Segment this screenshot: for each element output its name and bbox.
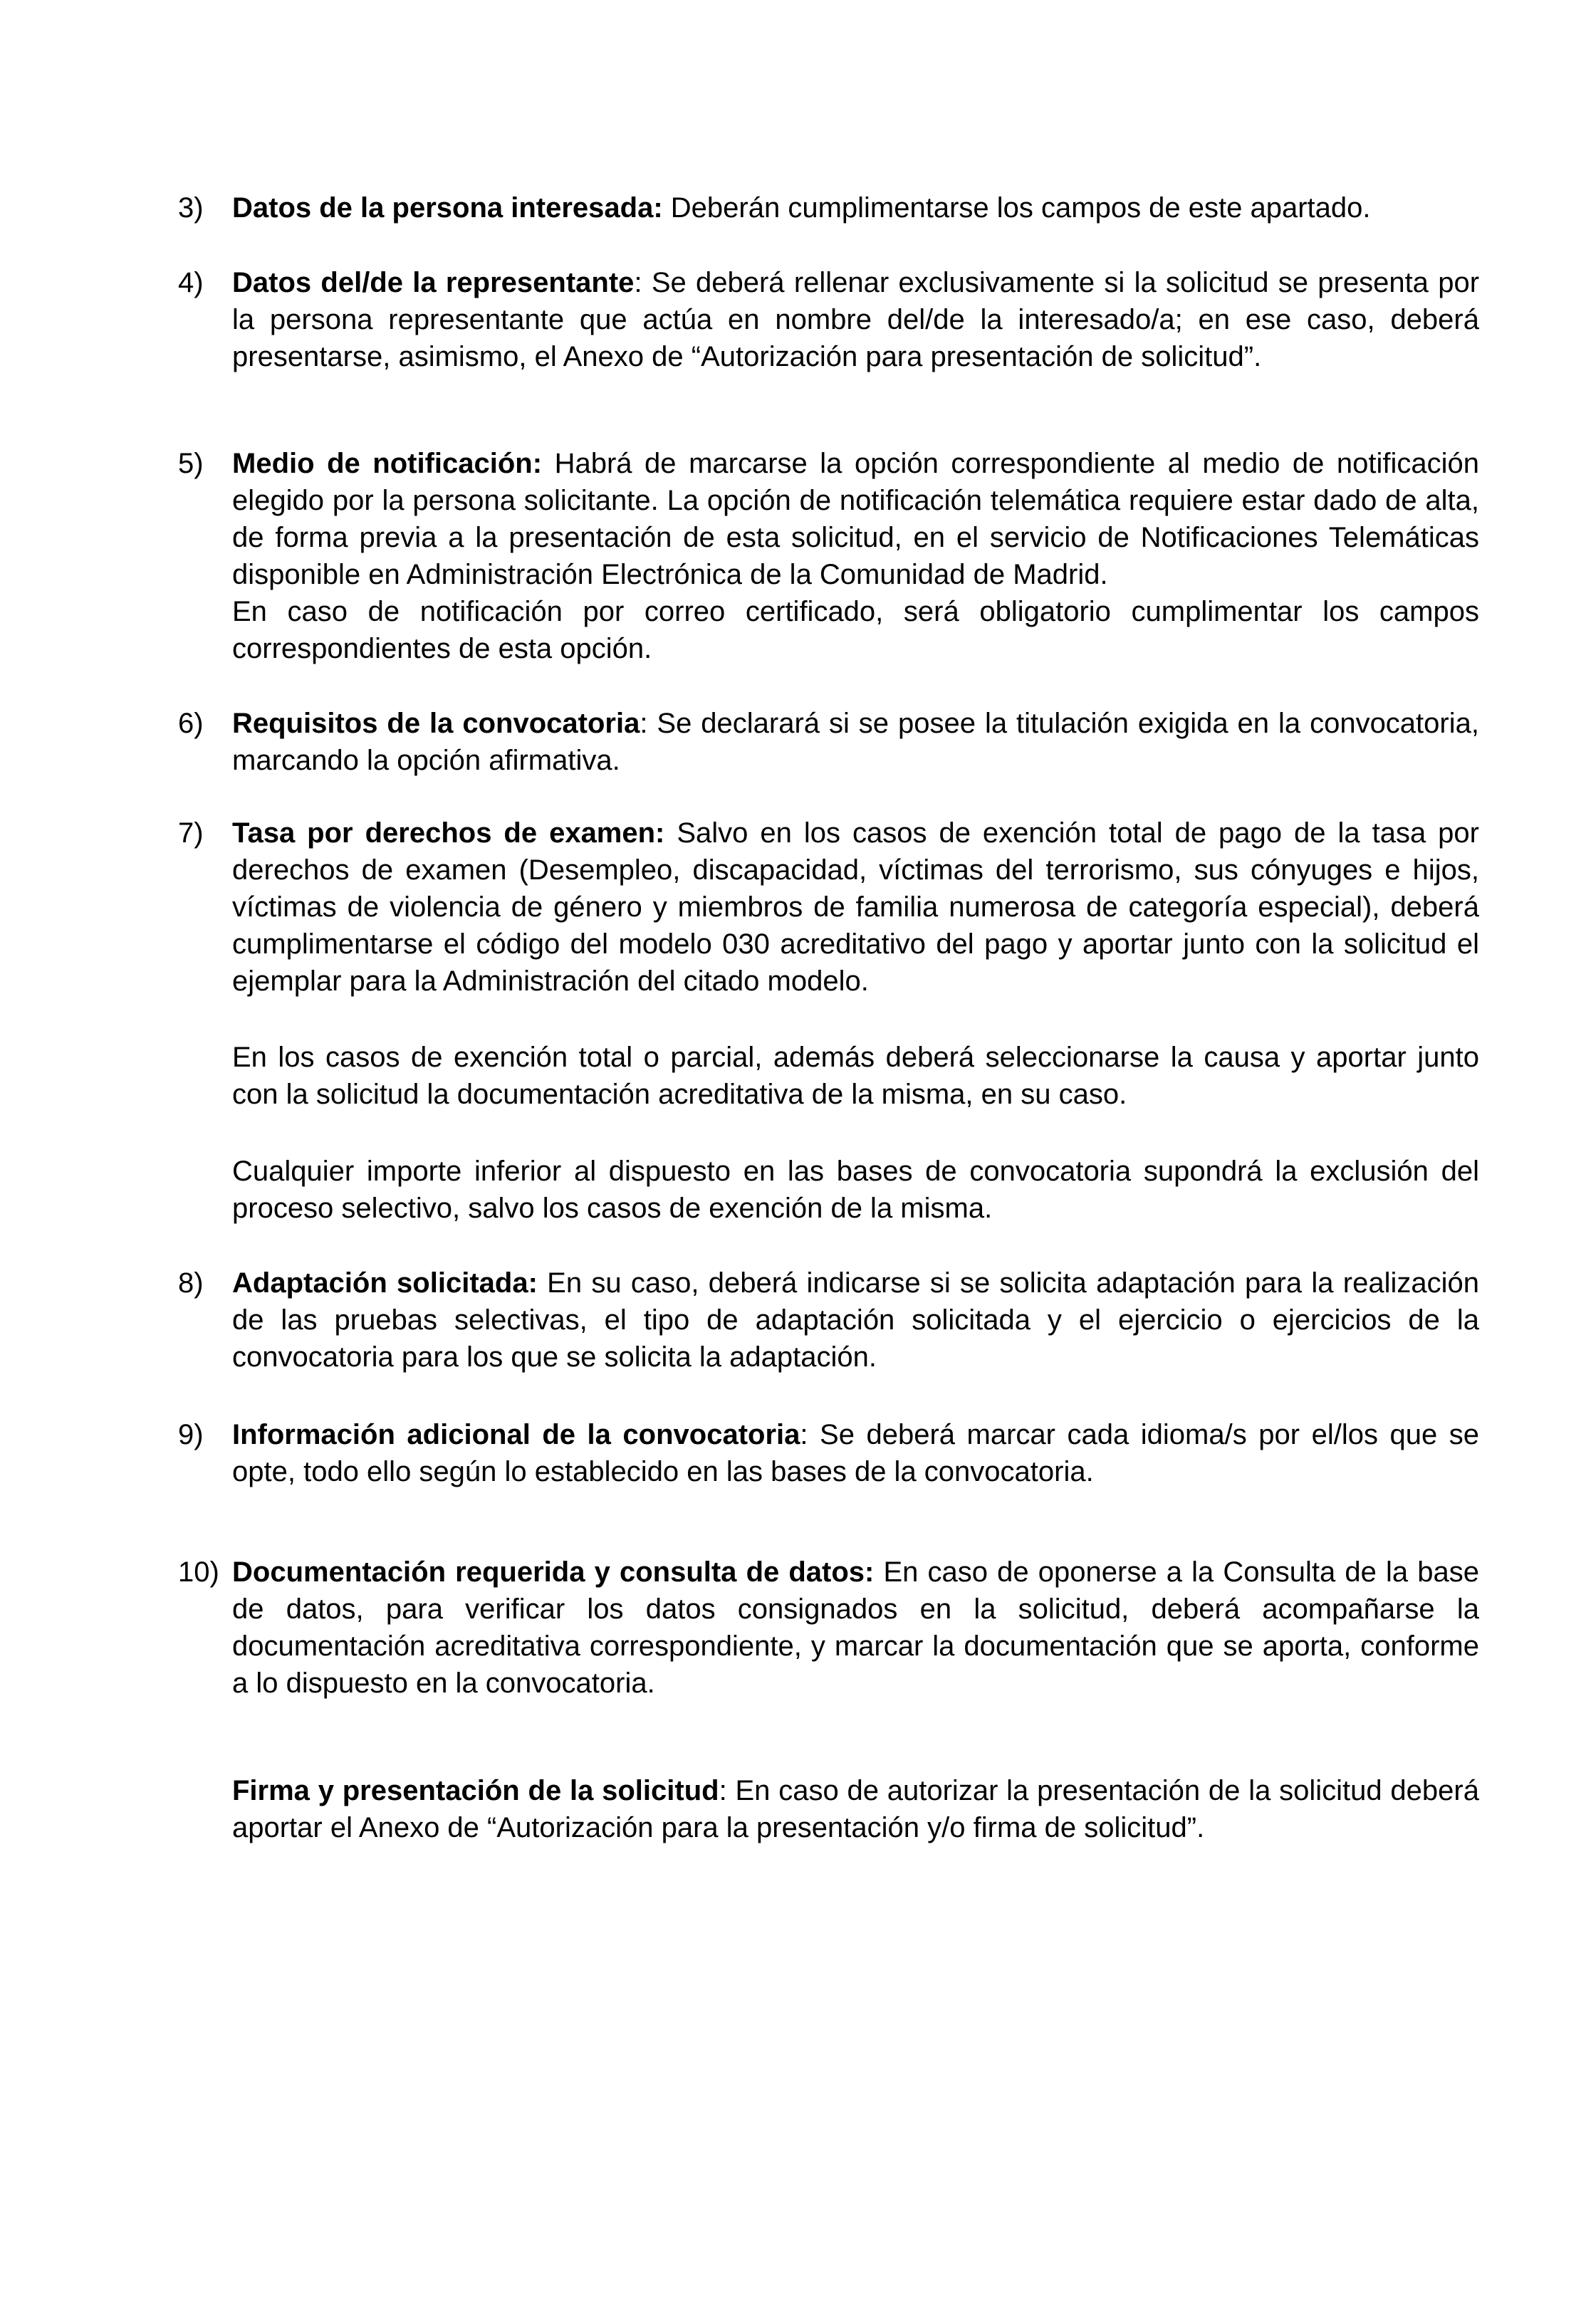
item-body: Habrá de marcarse la opción correspondiente al medio de notificación elegido por la persona solicitante. La opción de notificación telemática requiere estar dado de alta, de forma previa a la presentación de esta solicitud, en el servicio de Notificaciones Telemáticas disponible en Administración Electrónica de la Comunidad de Madrid.: [232, 448, 1479, 590]
item-body: : Se deberá rellenar exclusivamente si la solicitud se presenta por la persona representante que actúa en nombre del/de la interesado/a; en ese caso, deberá presentarse, asimismo, el Anexo de “Autorización para presentación de solicitud”.: [232, 267, 1480, 372]
signature-paragraph: [232, 1772, 1479, 1846]
item-heading: Firma y presentación de la solicitud: [232, 1775, 719, 1806]
item-heading: Medio de notificación:: [232, 448, 543, 479]
item-body: En caso de notificación por correo certificado, será obligatorio cumplimentar los campos correspondientes de esta opción.: [232, 596, 1479, 664]
item-body: En su caso, deberá indicarse si se solicita adaptación para la realización de las pruebas selectivas, el tipo de adaptación solicitada y el ejercicio o ejercicios de la convocatoria para los que se solicita la adaptación.: [232, 1267, 1479, 1373]
item-number: 10): [178, 1556, 219, 1588]
item-number: 5): [178, 448, 204, 479]
instruction-item-9: [178, 1416, 1479, 1490]
instruction-item-7: [178, 815, 1479, 1000]
item-7-exemption-paragraph: [232, 1039, 1479, 1113]
item-heading: Tasa por derechos de examen:: [232, 817, 665, 849]
item-number: 6): [178, 708, 204, 739]
item-number: 8): [178, 1267, 204, 1299]
item-body: : Se deberá marcar cada idioma/s por el/los que se opte, todo ello según lo establecido en las bases de la convocatoria.: [232, 1419, 1480, 1487]
item-body: : En caso de autorizar la presentación de la solicitud deberá aportar el Anexo de “Autorización para la presentación y/o firma de solicitud”.: [232, 1775, 1479, 1843]
instruction-item-6: [178, 705, 1479, 779]
item-heading: Adaptación solicitada:: [232, 1267, 538, 1299]
item-heading: Requisitos de la convocatoria: [232, 708, 640, 739]
item-number: 7): [178, 817, 204, 849]
item-heading: Datos del/de la representante: [232, 267, 635, 298]
instruction-item-5: [178, 445, 1479, 593]
item-5-second-paragraph: [232, 593, 1479, 667]
item-body: Salvo en los casos de exención total de pago de la tasa por derechos de examen (Desempleo, discapacidad, víctimas del terrorismo, sus cónyuges e hijos, víctimas de violencia de género y miembros de familia numerosa de categoría especial), deberá cumplimentarse el código del modelo 030 acreditativo del pago y aportar junto con la solicitud el ejemplar para la Administración del citado modelo.: [232, 817, 1479, 997]
instruction-item-8: [178, 1265, 1479, 1376]
item-body: : Se declarará si se posee la titulación exigida en la convocatoria, marcando la opción afirmativa.: [232, 708, 1479, 776]
item-7-lower-amount-paragraph: [232, 1153, 1479, 1227]
item-number: 3): [178, 192, 204, 224]
item-number: 4): [178, 267, 204, 298]
instruction-item-10: [178, 1554, 1479, 1702]
instructions-list: [178, 189, 1479, 1846]
item-body: En caso de oponerse a la Consulta de la base de datos, para verificar los datos consignados en la solicitud, deberá acompañarse la documentación acreditativa correspondiente, y marcar la documentación que se aporta, conforme a lo dispuesto en la convocatoria.: [232, 1556, 1479, 1699]
item-heading: Documentación requerida y consulta de datos:: [232, 1556, 875, 1588]
item-body: Cualquier importe inferior al dispuesto en las bases de convocatoria supondrá la exclusión del proceso selectivo, salvo los casos de exención de la misma.: [232, 1156, 1479, 1224]
instruction-item-3: [178, 189, 1479, 226]
instruction-item-4: [178, 264, 1479, 375]
item-body: En los casos de exención total o parcial, además deberá seleccionarse la causa y aportar junto con la solicitud la documentación acreditativa de la misma, en su caso.: [232, 1042, 1479, 1110]
item-number: 9): [178, 1419, 204, 1450]
item-body: Deberán cumplimentarse los campos de este apartado.: [662, 192, 1371, 224]
item-heading: Datos de la persona interesada:: [232, 192, 663, 224]
item-heading: Información adicional de la convocatoria: [232, 1419, 800, 1450]
